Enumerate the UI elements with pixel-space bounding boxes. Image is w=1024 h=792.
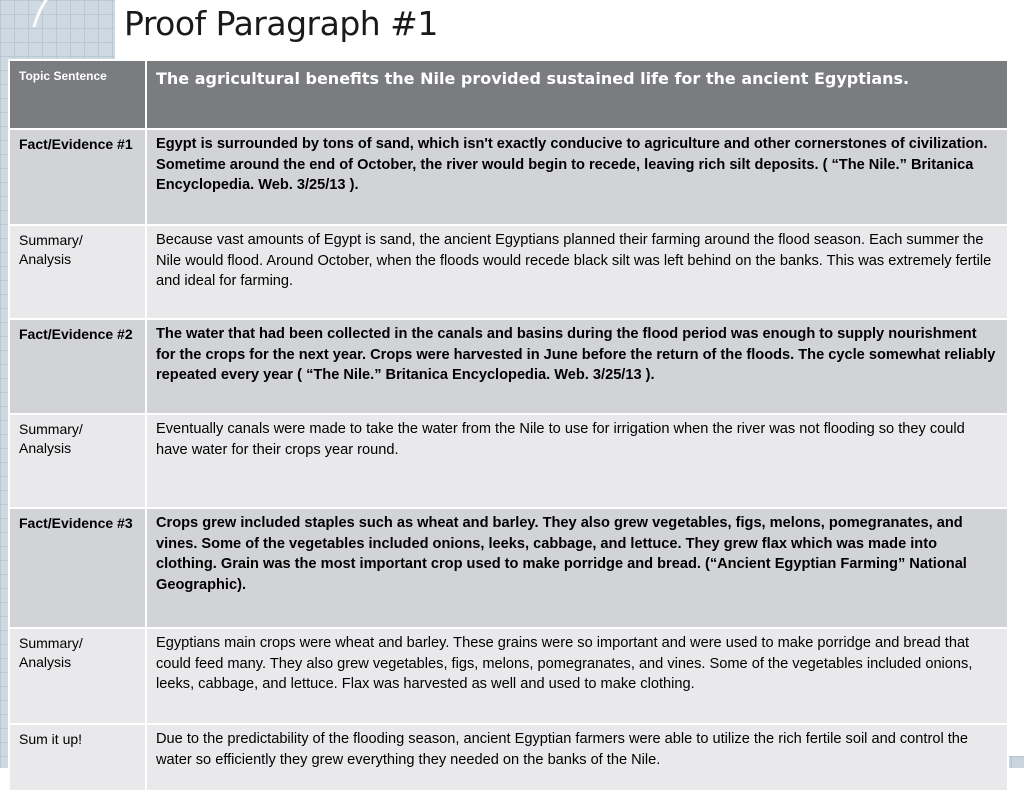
- row-label: Summary/ Analysis: [9, 628, 146, 724]
- table-row-topic-sentence: [9, 60, 1008, 129]
- row-content: Because vast amounts of Egypt is sand, the ancient Egyptians planned their farming around the flood season. Each summer the Nile would flood. Around October, when the floods would recede black silt was left behind on the banks. This was extremely fertile and ideal for farming.: [146, 225, 1008, 319]
- table-row-summary-analysis-3: [9, 628, 1008, 724]
- row-content: Eventually canals were made to take the water from the Nile to use for irrigation when the river was not flooding so they could have water for their crops year round.: [146, 414, 1008, 508]
- table-row-summary-analysis-2: [9, 414, 1008, 508]
- row-content: Egypt is surrounded by tons of sand, which isn't exactly conducive to agriculture and other cornerstones of civilization. Sometime around the end of October, the river would begin to recede, leaving rich silt deposits. ( “The Nile.” Britanica Encyclopedia. Web. 3/25/13 ).: [146, 129, 1008, 225]
- row-label: Fact/Evidence #1: [9, 129, 146, 225]
- row-content: The water that had been collected in the canals and basins during the flood period was enough to supply nourishment for the crops for the next year. Crops were harvested in June before the return of the floods. The cycle somewhat reliably repeated every year ( “The Nile.” Britanica Encyclopedia. Web. 3/25/13 ).: [146, 319, 1008, 414]
- proof-paragraph-table: [8, 59, 1009, 792]
- row-label: Topic Sentence: [9, 60, 146, 129]
- row-label: Summary/ Analysis: [9, 414, 146, 508]
- slide-title: Proof Paragraph #1: [124, 4, 438, 43]
- row-label: Sum it up!: [9, 724, 146, 791]
- row-label: Summary/ Analysis: [9, 225, 146, 319]
- row-content: Crops grew included staples such as wheat and barley. They also grew vegetables, figs, melons, pomegranates, and vines. Some of the vegetables included onions, leeks, cabbage, and lettuce. They grew flax which was made into clothing. Grain was the most important crop used to make porridge and bread. (“Ancient Egyptian Farming” National Geographic).: [146, 508, 1008, 628]
- table-row-fact-evidence-2: [9, 319, 1008, 414]
- row-content: Due to the predictability of the flooding season, ancient Egyptian farmers were able to utilize the rich fertile soil and control the water so efficiently they grew everything they needed on the banks of the Nile.: [146, 724, 1008, 791]
- table-row-summary-analysis-1: [9, 225, 1008, 319]
- table-row-fact-evidence-1: [9, 129, 1008, 225]
- row-label: Fact/Evidence #2: [9, 319, 146, 414]
- table-row-sum-it-up: [9, 724, 1008, 791]
- row-label: Fact/Evidence #3: [9, 508, 146, 628]
- row-content: Egyptians main crops were wheat and barley. These grains were so important and were used to make porridge and bread that could feed many. They also grew vegetables, figs, melons, pomegranates, and vines. Some of the vegetables included onions, leeks, cabbage, and lettuce. Flax was harvested as well and used to make clothing.: [146, 628, 1008, 724]
- table-row-fact-evidence-3: [9, 508, 1008, 628]
- row-content: The agricultural benefits the Nile provided sustained life for the ancient Egyptians.: [146, 60, 1008, 129]
